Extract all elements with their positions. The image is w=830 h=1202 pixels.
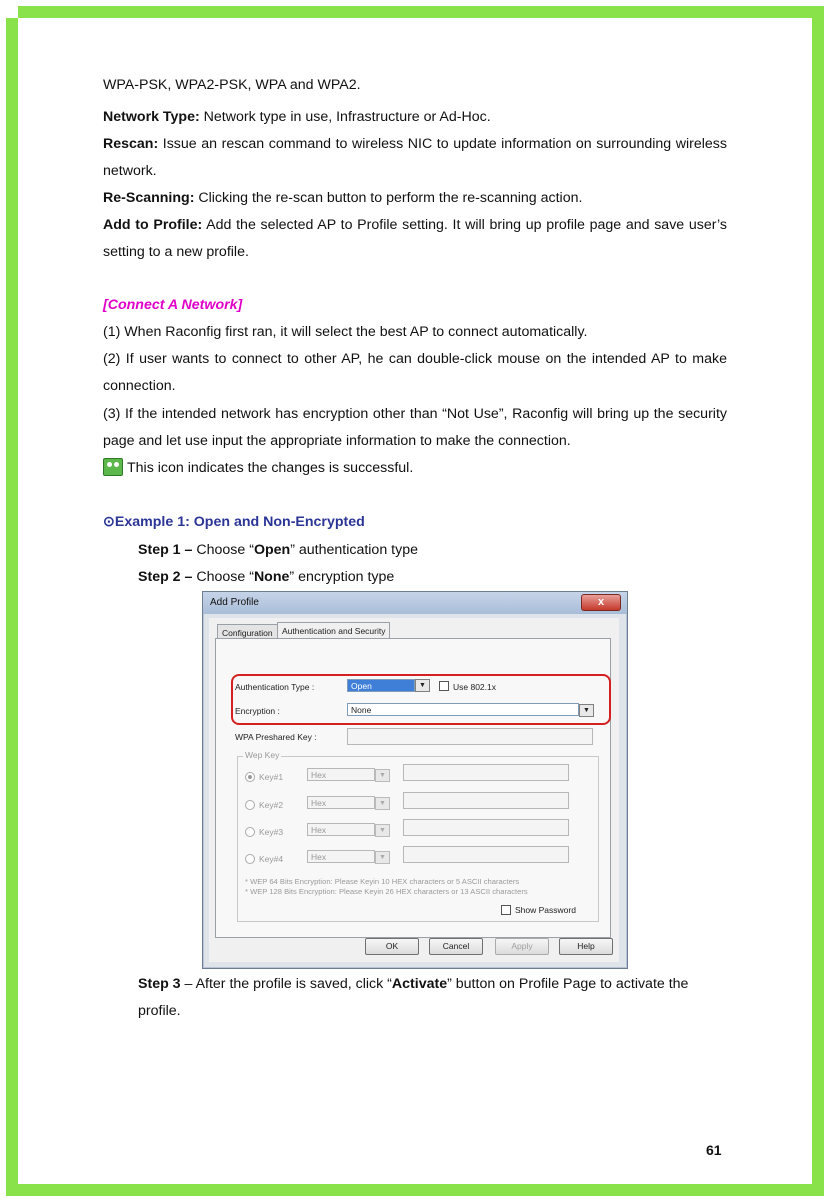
key2-input[interactable]	[403, 792, 569, 809]
step-1-label: Step 1 –	[138, 542, 193, 558]
network-type-para	[103, 104, 727, 131]
key3-radio[interactable]	[245, 827, 255, 837]
step-3-bold: Activate	[391, 976, 448, 992]
chevron-down-icon[interactable]: ▼	[375, 851, 390, 864]
connect-step-1: (1) When Raconfig first ran, it will select the best AP to connect automatically.	[103, 324, 588, 340]
wep-note-128: * WEP 128 Bits Encryption: Please Keyin 26 HEX characters or 13 ASCII characters	[245, 887, 528, 896]
rescanning-text: Clicking the re-scan button to perform the re-scanning action.	[194, 190, 583, 206]
add-profile-label: Add to Profile:	[103, 217, 203, 233]
key2-radio[interactable]	[245, 800, 255, 810]
key3-label: Key#3	[259, 827, 284, 837]
key1-input[interactable]	[403, 764, 569, 781]
step-3-label: Step 3	[138, 976, 181, 992]
close-icon[interactable]: x	[581, 594, 621, 611]
add-profile-dialog	[202, 591, 628, 969]
encryption-label: Encryption :	[235, 706, 280, 716]
icon-caption: This icon indicates the changes is successful.	[127, 460, 414, 476]
add-profile-para	[103, 212, 727, 266]
step-1	[138, 537, 728, 564]
show-password-label: Show Password	[515, 905, 576, 915]
rescan-para	[103, 131, 727, 185]
key2-label: Key#2	[259, 800, 284, 810]
show-password-checkbox[interactable]	[501, 905, 511, 915]
use-8021x-label: Use 802.1x	[453, 682, 496, 692]
key4-format[interactable]: Hex	[307, 850, 375, 863]
rescan-label: Rescan:	[103, 136, 159, 152]
key3-input[interactable]	[403, 819, 569, 836]
step-1-pre: Choose “	[192, 542, 254, 558]
bullet-icon: ⊙	[103, 514, 115, 530]
step-3-post: ” button on Profile Page to activate the profile.	[138, 976, 689, 1019]
chevron-down-icon[interactable]: ▼	[375, 824, 390, 837]
chevron-down-icon[interactable]: ▼	[579, 704, 594, 717]
auth-type-label: Authentication Type :	[235, 682, 315, 692]
step-2	[138, 564, 728, 591]
step-1-bold: Open	[253, 542, 291, 558]
dialog-title: Add Profile	[210, 597, 259, 608]
network-type-label: Network Type:	[103, 109, 200, 125]
chevron-down-icon[interactable]: ▼	[375, 769, 390, 782]
connect-heading: [Connect A Network]	[103, 297, 243, 313]
rescanning-label: Re-Scanning:	[103, 190, 195, 206]
help-button[interactable]: Help	[559, 938, 613, 955]
dialog-titlebar	[203, 592, 627, 614]
key2-format[interactable]: Hex	[307, 796, 375, 809]
key4-label: Key#4	[259, 854, 284, 864]
encryption-select[interactable]: None	[347, 703, 579, 716]
step-3	[138, 971, 728, 1025]
auth-type-select[interactable]: Open	[347, 679, 415, 692]
connect-step-2: (2) If user wants to connect to other AP, he can double-click mouse on the intended AP to make connection.	[103, 351, 727, 394]
example-title: Example 1: Open and Non-Encrypted	[114, 514, 365, 530]
key4-radio[interactable]	[245, 854, 255, 864]
step-2-label: Step 2 –	[138, 569, 193, 585]
text-line-wpa: WPA-PSK, WPA2-PSK, WPA and WPA2.	[103, 77, 361, 93]
add-profile-text: Add the selected AP to Profile setting. It will bring up profile page and save user’s setting to a new profile.	[103, 217, 728, 260]
step-2-post: ” encryption type	[289, 569, 395, 585]
apply-button[interactable]: Apply	[495, 938, 549, 955]
dialog-body	[209, 618, 619, 962]
rescan-text: Issue an rescan command to wireless NIC to update information on surrounding wireless network.	[103, 136, 727, 179]
connect-step-3: (3) If the intended network has encryption other than “Not Use”, Raconfig will bring up the security page and let use input the appropriate information to make the connection.	[103, 406, 727, 449]
step-2-pre: Choose “	[192, 569, 254, 585]
key3-format[interactable]: Hex	[307, 823, 375, 836]
wpa-key-label: WPA Preshared Key :	[235, 732, 317, 742]
step-3-pre: – After the profile is saved, click “	[180, 976, 392, 992]
wep-key-legend: Wep Key	[245, 750, 280, 760]
step-1-post: ” authentication type	[290, 542, 418, 558]
key1-label: Key#1	[259, 772, 284, 782]
ok-button[interactable]: OK	[365, 938, 419, 955]
key4-input[interactable]	[403, 846, 569, 863]
tab-authentication-security[interactable]: Authentication and Security	[277, 622, 390, 639]
use-8021x-checkbox[interactable]	[439, 681, 449, 691]
network-type-text: Network type in use, Infrastructure or Ad-Hoc.	[199, 109, 491, 125]
chevron-down-icon[interactable]: ▼	[415, 679, 430, 692]
success-icon	[103, 458, 123, 476]
key1-radio[interactable]	[245, 772, 255, 782]
key1-format[interactable]: Hex	[307, 768, 375, 781]
step-2-bold: None	[253, 569, 290, 585]
chevron-down-icon[interactable]: ▼	[375, 797, 390, 810]
tab-configuration[interactable]: Configuration	[217, 624, 278, 639]
cancel-button[interactable]: Cancel	[429, 938, 483, 955]
wpa-key-input[interactable]	[347, 728, 593, 745]
example-heading	[103, 509, 727, 536]
rescanning-para	[103, 185, 727, 212]
page-number: 61	[706, 1142, 722, 1158]
wep-note-64: * WEP 64 Bits Encryption: Please Keyin 10 HEX characters or 5 ASCII characters	[245, 877, 520, 886]
